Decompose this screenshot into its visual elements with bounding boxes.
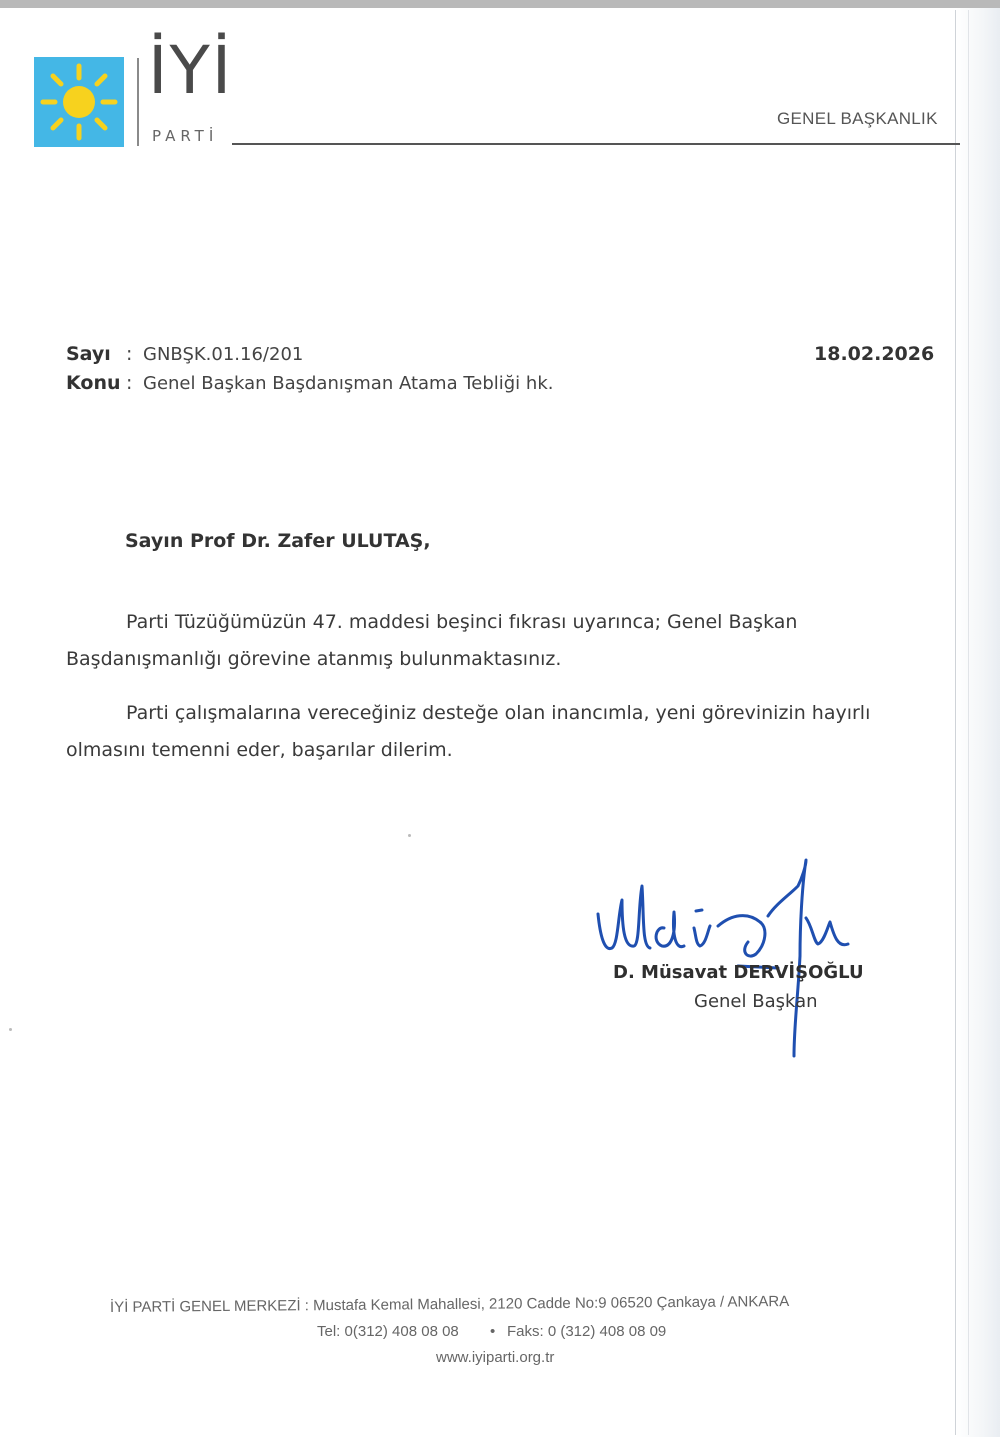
subject-colon: : <box>126 372 133 394</box>
paragraph-2-line-2: olmasını temenni eder, başarılar dilerim. <box>66 739 453 761</box>
scan-right-edge <box>956 8 1000 1437</box>
paragraph-1-line-2: Başdanışmanlığı görevine atanmış bulunmaktasınız. <box>66 648 562 670</box>
footer-website: www.iyiparti.org.tr <box>436 1349 555 1366</box>
subject-label: Konu <box>66 372 121 394</box>
scan-speck <box>9 1028 12 1031</box>
salutation: Sayın Prof Dr. Zafer ULUTAŞ, <box>125 530 431 552</box>
page-fold-line <box>955 10 956 1435</box>
footer-separator: • <box>490 1323 496 1340</box>
number-label: Sayı <box>66 343 111 365</box>
number-value: GNBŞK.01.16/201 <box>143 344 304 365</box>
signatory-title: Genel Başkan <box>694 991 818 1012</box>
unit-name: GENEL BAŞKANLIK <box>777 109 938 128</box>
paragraph-1-line-1: Parti Tüzüğümüzün 47. maddesi beşinci fıkrası uyarınca; Genel Başkan <box>126 611 798 633</box>
sun-icon <box>34 57 124 147</box>
paragraph-2-line-1: Parti çalışmalarına vereceğiniz desteğe olan inancımla, yeni görevinizin hayırlı <box>126 702 871 724</box>
footer-phone: Tel: 0(312) 408 08 08 <box>317 1323 459 1340</box>
scan-top-border <box>0 0 1000 8</box>
header-rule <box>232 143 960 145</box>
number-colon: : <box>126 343 133 365</box>
paragraph-2 <box>66 695 896 769</box>
logo-subtext: PARTİ <box>152 127 219 145</box>
letter-date: 18.02.2026 <box>814 343 935 365</box>
logo-wordmark: İYİ <box>148 32 234 109</box>
paragraph-1 <box>66 604 896 678</box>
subject-value: Genel Başkan Başdanışman Atama Tebliği hk. <box>143 373 554 394</box>
signatory-name: D. Müsavat DERVİŞOĞLU <box>613 962 864 983</box>
footer-fax: Faks: 0 (312) 408 08 09 <box>507 1323 667 1340</box>
party-logo <box>34 57 124 147</box>
handwritten-signature <box>592 856 872 1061</box>
page-fold-line-secondary <box>968 10 969 1435</box>
footer-address: İYİ PARTİ GENEL MERKEZİ : Mustafa Kemal Mahallesi, 2120 Cadde No:9 06520 Çankaya / ANKARA <box>109 1293 790 1316</box>
logo-divider <box>137 58 139 146</box>
scan-speck <box>408 834 411 837</box>
